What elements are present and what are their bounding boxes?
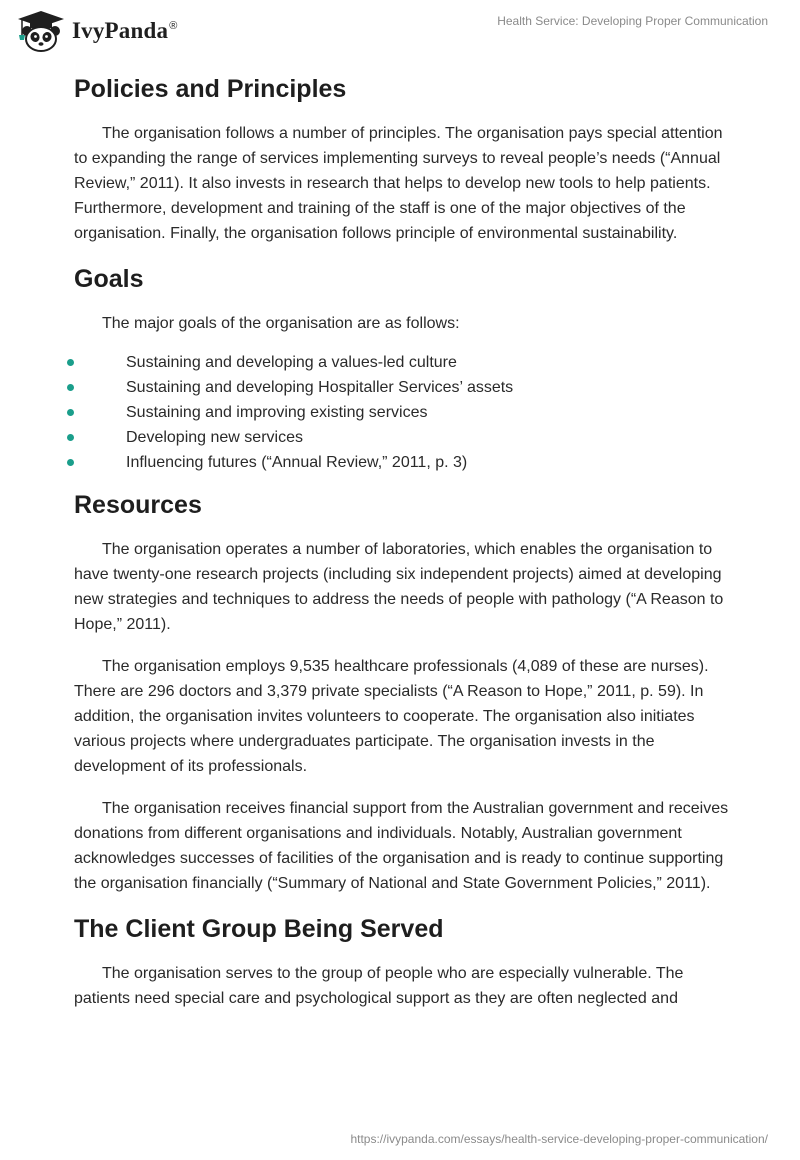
list-item: Sustaining and improving existing services xyxy=(52,400,734,425)
registered-mark: ® xyxy=(169,20,178,33)
brand-logo[interactable] xyxy=(14,9,178,53)
paragraph-policies: The organisation follows a number of principles. The organisation pays special attention to expanding the range of services implementing surveys to reveal people’s needs (“Annual Review,” 2011). It also invests in research that helps to develop new tools to help patients. Furthermore, development and training of the staff is one of the major objectives of the organisation. Finally, the organisation follows principle of environmental sustainability. xyxy=(74,125,723,242)
list-item: Developing new services xyxy=(52,425,734,450)
heading-client-group: The Client Group Being Served xyxy=(74,915,444,943)
list-item: Sustaining and developing Hospitaller Services’ assets xyxy=(52,375,734,400)
panda-graduate-icon xyxy=(14,9,68,53)
list-item: Sustaining and developing a values-led culture xyxy=(52,350,734,375)
heading-resources: Resources xyxy=(74,491,202,519)
paragraph-client-group: The organisation serves to the group of people who are especially vulnerable. The patients need special care and psychological support as they are often neglected and xyxy=(74,965,684,1007)
source-url[interactable]: https://ivypanda.com/essays/health-service-developing-proper-communication/ xyxy=(350,1132,768,1146)
paragraph-resources-3: The organisation receives financial support from the Australian government and receives donations from different organisations and individuals. Notably, Australian government acknowledges successes of facilities of the organisation and is ready to continue supporting the organisation financially (“Summary of National and State Government Policies,” 2011). xyxy=(74,800,729,892)
brand-name: IvyPanda® xyxy=(72,18,178,43)
bullet-icon xyxy=(67,359,74,366)
paragraph-goals-intro: The major goals of the organisation are as follows: xyxy=(102,315,460,332)
paragraph-resources-2: The organisation employs 9,535 healthcare professionals (4,089 of these are nurses). There are 296 doctors and 3,379 private specialists (“A Reason to Hope,” 2011, p. 59). In addition, the organisation invites volunteers to cooperate. The organisation also initiates various projects where undergraduates participate. The organisation invests in the development of its professionals. xyxy=(74,658,709,775)
goals-list xyxy=(52,350,734,475)
page-header xyxy=(0,0,800,60)
heading-goals: Goals xyxy=(74,265,144,293)
list-item: Influencing futures (“Annual Review,” 2011, p. 3) xyxy=(52,450,734,475)
paragraph-resources-1: The organisation operates a number of laboratories, which enables the organisation to have twenty-one research projects (including six independent projects) aimed at developing new strategies and techniques to address the needs of people with pathology (“A Reason to Hope,” 2011). xyxy=(74,541,724,633)
bullet-icon xyxy=(67,434,74,441)
heading-policies: Policies and Principles xyxy=(74,75,347,103)
essay-body xyxy=(74,72,734,1011)
document-title: Health Service: Developing Proper Communication xyxy=(497,14,768,28)
bullet-icon xyxy=(67,384,74,391)
bullet-icon xyxy=(67,409,74,416)
bullet-icon xyxy=(67,459,74,466)
